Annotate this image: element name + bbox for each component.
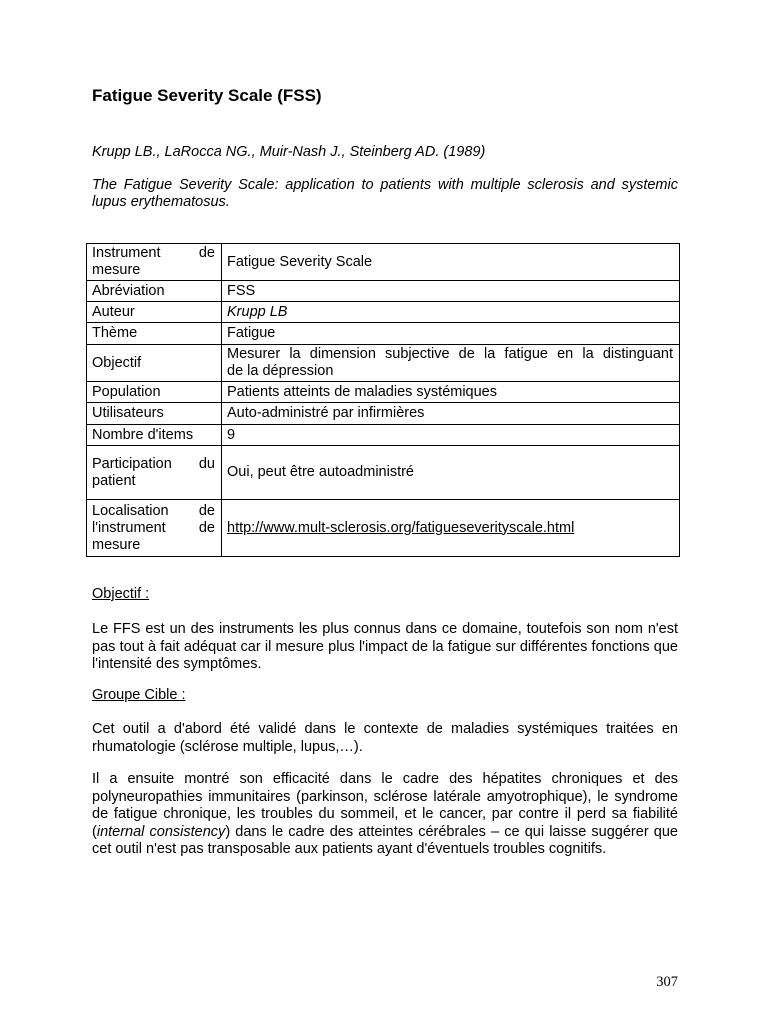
- objectif-heading: Objectif :: [92, 586, 150, 602]
- table-value: Krupp LB: [222, 302, 680, 323]
- table-value: Oui, peut être autoadministré: [222, 446, 680, 500]
- citation: Krupp LB., LaRocca NG., Muir-Nash J., Steinberg AD. (1989): [92, 144, 486, 160]
- objective-line-2: de la dépression: [227, 363, 334, 379]
- table-value: Fatigue: [222, 323, 680, 345]
- table-label: Abréviation: [87, 281, 222, 302]
- table-row: [87, 425, 680, 446]
- table-label: Objectif: [87, 345, 222, 382]
- groupe-cible-heading: Groupe Cible :: [92, 687, 186, 703]
- table-row: [87, 446, 680, 500]
- table-label: Thème: [87, 323, 222, 345]
- objectif-paragraph: Le FFS est un des instruments les plus connus dans ce domaine, toutefois son nom n'est pas tout à fait adéquat car il mesure plus l'impact de la fatigue sur différentes fonctions que l'intensité des symptômes.: [92, 621, 678, 672]
- table-label: Participation du patient: [87, 446, 222, 500]
- objective-line-1: Mesurer la dimension subjective de la fatigue en la distinguant: [227, 346, 673, 362]
- table-value: [222, 500, 680, 557]
- table-label: Population: [87, 382, 222, 403]
- table-row: [87, 302, 680, 323]
- table-label: Nombre d'items: [87, 425, 222, 446]
- groupe-cible-paragraph-1: Cet outil a d'abord été validé dans le contexte de maladies systémiques traitées en rhumatologie (sclérose multiple, lupus,…).: [92, 721, 678, 755]
- table-value: [222, 345, 680, 382]
- table-value: 9: [222, 425, 680, 446]
- table-row: [87, 500, 680, 557]
- table-row: [87, 403, 680, 425]
- paragraph-text: Il a ensuite montré son efficacité dans le cadre des hépatites chroniques et des polyneuropathies immunitaires (parkinson, sclérose latérale amyotrophique), le syndrome de fatigue chronique, les troubles du sommeil, et le cancer, par contre il perd sa fiabilité (: [92, 771, 678, 840]
- table-value: Patients atteints de maladies systémiques: [222, 382, 680, 403]
- table-label: Auteur: [87, 302, 222, 323]
- groupe-cible-paragraph-2: [92, 771, 678, 859]
- paragraph-italic-text: internal consistency: [96, 823, 226, 840]
- table-row: [87, 244, 680, 281]
- table-row: [87, 281, 680, 302]
- table-label: Instrument de mesure: [87, 244, 222, 281]
- table-label: Localisation de l'instrument de mesure: [87, 500, 222, 557]
- table-value: Auto-administré par infirmières: [222, 403, 680, 425]
- table-row: [87, 382, 680, 403]
- table-row: [87, 323, 680, 345]
- page-title: Fatigue Severity Scale (FSS): [92, 86, 322, 105]
- page-number: 307: [656, 974, 678, 990]
- info-table: [86, 243, 680, 557]
- table-value: FSS: [222, 281, 680, 302]
- paragraph-text: ) dans le cadre des atteintes cérébrales – ce qui laisse suggérer que cet outil n'est pas transposable aux patients ayant d'éventuels troubles cognitifs.: [92, 823, 678, 857]
- table-row: [87, 345, 680, 382]
- article-title: The Fatigue Severity Scale: application to patients with multiple sclerosis and systemic lupus erythematosus.: [92, 177, 678, 210]
- table-label: Utilisateurs: [87, 403, 222, 425]
- instrument-link[interactable]: http://www.mult-sclerosis.org/fatigueseverityscale.html: [227, 519, 575, 536]
- table-value: Fatigue Severity Scale: [222, 244, 680, 281]
